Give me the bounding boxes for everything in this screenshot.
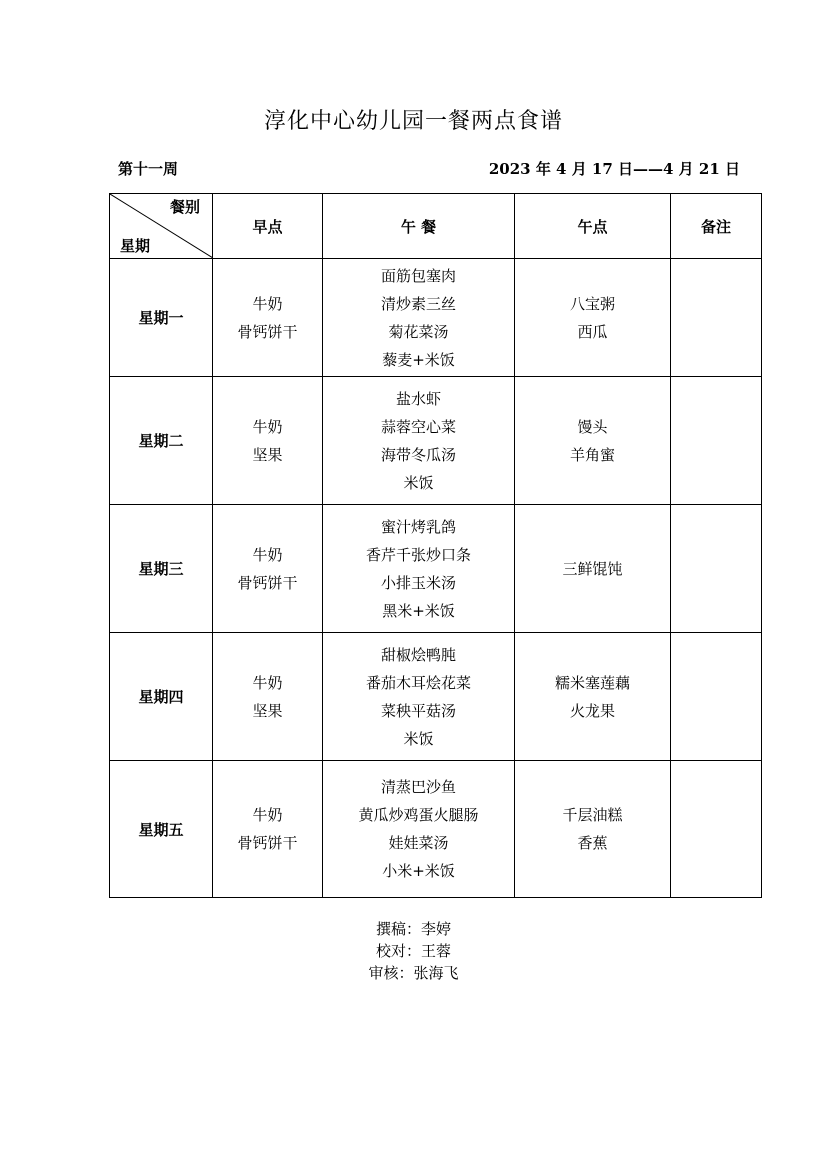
lunch-item: 小排玉米汤 bbox=[380, 573, 456, 592]
lunch-item: 香芹千张炒口条 bbox=[365, 545, 471, 564]
breakfast-item: 骨钙饼干 bbox=[237, 834, 298, 852]
breakfast-item: 骨钙饼干 bbox=[237, 573, 298, 592]
breakfast-item: 牛奶 bbox=[252, 673, 283, 692]
lunch-cell bbox=[323, 377, 515, 505]
table-row bbox=[110, 259, 762, 377]
lunch-item: 米饭 bbox=[403, 729, 434, 748]
header-notes: 备注 bbox=[671, 194, 762, 259]
breakfast-cell bbox=[213, 633, 323, 761]
table-row bbox=[110, 633, 762, 761]
corner-header-cell bbox=[110, 194, 213, 259]
breakfast-item: 坚果 bbox=[252, 701, 283, 720]
menu-body bbox=[110, 259, 762, 898]
header-afternoon: 午点 bbox=[515, 194, 671, 259]
notes-cell bbox=[671, 633, 762, 761]
afternoon-item: 羊角蜜 bbox=[569, 445, 615, 464]
lunch-item: 娃娃菜汤 bbox=[388, 834, 449, 852]
table-row bbox=[110, 377, 762, 505]
header-row bbox=[110, 194, 762, 259]
lunch-item: 盐水虾 bbox=[395, 389, 441, 408]
afternoon-cell bbox=[515, 761, 671, 898]
breakfast-item: 牛奶 bbox=[252, 417, 283, 436]
lunch-cell bbox=[323, 505, 515, 633]
lunch-item: 蜜汁烤乳鸽 bbox=[380, 517, 456, 536]
footer bbox=[0, 918, 827, 984]
header-breakfast: 早点 bbox=[213, 194, 323, 259]
afternoon-cell bbox=[515, 259, 671, 377]
lunch-item: 甜椒烩鸭肫 bbox=[380, 645, 456, 664]
lunch-item: 藜麦+米饭 bbox=[382, 350, 455, 369]
week-label: 第十一周 bbox=[118, 160, 179, 178]
notes-cell bbox=[671, 505, 762, 633]
table-row bbox=[110, 761, 762, 898]
header-lunch: 午 餐 bbox=[323, 194, 515, 259]
notes-cell bbox=[671, 377, 762, 505]
menu-table bbox=[109, 193, 762, 898]
afternoon-item: 火龙果 bbox=[569, 701, 615, 720]
breakfast-cell bbox=[213, 761, 323, 898]
lunch-item: 菊花菜汤 bbox=[388, 322, 449, 341]
footer-reviewer: 审核：张海飞 bbox=[368, 964, 459, 982]
lunch-cell bbox=[323, 633, 515, 761]
afternoon-item: 糯米塞莲藕 bbox=[554, 673, 630, 692]
day-cell: 星期一 bbox=[110, 259, 213, 377]
lunch-item: 蒜蓉空心菜 bbox=[380, 417, 456, 436]
lunch-item: 清蒸巴沙鱼 bbox=[380, 778, 456, 796]
lunch-cell bbox=[323, 761, 515, 898]
footer-author: 撰稿：李婷 bbox=[375, 920, 451, 938]
breakfast-item: 牛奶 bbox=[252, 294, 283, 313]
table-row bbox=[110, 505, 762, 633]
breakfast-cell bbox=[213, 505, 323, 633]
afternoon-cell bbox=[515, 377, 671, 505]
day-cell: 星期四 bbox=[110, 633, 213, 761]
afternoon-item: 西瓜 bbox=[577, 322, 608, 341]
breakfast-cell bbox=[213, 377, 323, 505]
date-range: 2023 年 4 月 17 日——4 月 21 日 bbox=[488, 160, 740, 178]
lunch-item: 面筋包塞肉 bbox=[380, 266, 456, 285]
breakfast-item: 坚果 bbox=[252, 445, 283, 464]
lunch-item: 海带冬瓜汤 bbox=[380, 445, 456, 464]
breakfast-item: 牛奶 bbox=[252, 806, 283, 824]
afternoon-item: 馒头 bbox=[577, 417, 608, 436]
breakfast-item: 牛奶 bbox=[252, 545, 283, 564]
afternoon-cell bbox=[515, 633, 671, 761]
lunch-item: 小米+米饭 bbox=[382, 862, 455, 880]
afternoon-item: 香蕉 bbox=[577, 834, 608, 852]
afternoon-item: 千层油糕 bbox=[562, 806, 623, 824]
lunch-cell bbox=[323, 259, 515, 377]
day-cell: 星期五 bbox=[110, 761, 213, 898]
afternoon-cell bbox=[515, 505, 671, 633]
lunch-item: 米饭 bbox=[403, 473, 434, 492]
breakfast-cell bbox=[213, 259, 323, 377]
day-cell: 星期二 bbox=[110, 377, 213, 505]
day-cell: 星期三 bbox=[110, 505, 213, 633]
page-title: 淳化中心幼儿园一餐两点食谱 bbox=[263, 109, 563, 134]
lunch-item: 黑米+米饭 bbox=[382, 601, 455, 620]
afternoon-item: 八宝粥 bbox=[569, 294, 615, 313]
lunch-item: 番茄木耳烩花菜 bbox=[365, 673, 471, 692]
afternoon-item: 三鲜馄饨 bbox=[562, 559, 623, 578]
breakfast-item: 骨钙饼干 bbox=[237, 322, 298, 341]
notes-cell bbox=[671, 259, 762, 377]
notes-cell bbox=[671, 761, 762, 898]
corner-meal-label: 餐别 bbox=[169, 198, 200, 216]
lunch-item: 清炒素三丝 bbox=[380, 294, 456, 313]
lunch-item: 黄瓜炒鸡蛋火腿肠 bbox=[358, 806, 479, 824]
footer-proofreader: 校对：王蓉 bbox=[375, 942, 451, 960]
lunch-item: 菜秧平菇汤 bbox=[380, 701, 456, 720]
corner-day-label: 星期 bbox=[120, 237, 151, 255]
